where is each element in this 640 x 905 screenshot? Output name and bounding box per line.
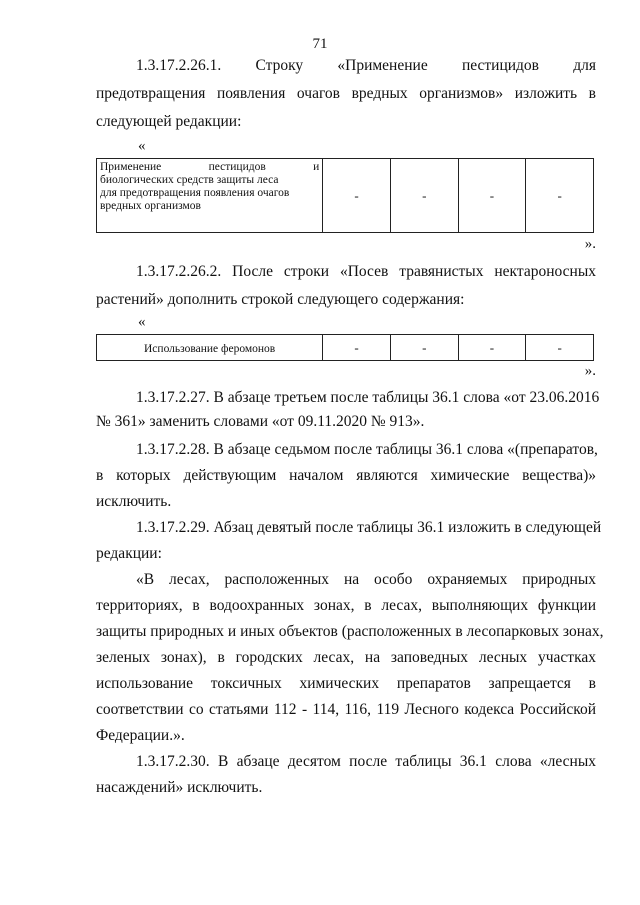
para-6-line-6: соответствии со статьями 112 - 114, 116, 119 Лесного кодекса Российской — [96, 701, 596, 718]
para-6-line-3: защиты природных и иных объектов (расположенных в лесопарковых зонах, — [96, 623, 604, 640]
table-pheromones — [96, 334, 594, 361]
label-line-2: биологических средств защиты леса — [100, 174, 279, 186]
table-pesticides-cell-3: - — [458, 159, 526, 233]
table-pesticides-label — [97, 159, 322, 215]
label-line-4: вредных организмов — [100, 200, 201, 212]
label-line-3: для предотвращения появления очагов — [100, 187, 290, 199]
para-1-line-1: 1.3.17.2.26.1. Строку «Применение пестицидов для — [136, 57, 596, 74]
table-pesticides-cell-4: - — [526, 159, 594, 233]
para-4-line-3: исключить. — [96, 493, 172, 510]
para-6-line-7: Федерации.». — [96, 727, 185, 744]
para-6-line-2: территориях, в водоохранных зонах, в лесах, выполняющих функции — [96, 597, 596, 614]
table-pheromones-cell-4: - — [526, 335, 594, 361]
para-1-line-3: следующей редакции: — [96, 113, 242, 130]
para-7-line-1: 1.3.17.2.30. В абзаце десятом после таблицы 36.1 слова «лесных — [136, 753, 596, 770]
para-5-line-1: 1.3.17.2.29. Абзац девятый после таблицы 36.1 изложить в следующей — [136, 519, 602, 536]
para-3-line-1: 1.3.17.2.27. В абзаце третьем после таблицы 36.1 слова «от 23.06.2016 — [136, 389, 600, 406]
para-6-line-4: зеленых зонах), в городских лесах, на заповедных лесных участках — [96, 649, 596, 666]
para-2-line-1: 1.3.17.2.26.2. После строки «Посев травянистых нектароносных — [136, 263, 596, 280]
table-pesticides-label-cell — [97, 159, 323, 233]
table-pheromones-label: Использование феромонов — [144, 342, 276, 355]
para-7-line-2: насаждений» исключить. — [96, 779, 263, 796]
table-pheromones-label-cell — [97, 335, 323, 361]
para-5-line-2: редакции: — [96, 545, 162, 562]
table-pheromones-cell-3: - — [458, 335, 526, 361]
close-quote-1: ». — [584, 236, 596, 252]
para-3-line-2: № 361» заменить словами «от 09.11.2020 № 913». — [96, 413, 425, 430]
table-pesticides-cell-1: - — [323, 159, 391, 233]
table-pheromones-cell-2: - — [390, 335, 458, 361]
table-pheromones-cell-1: - — [323, 335, 391, 361]
para-6-line-1: «В лесах, расположенных на особо охраняемых природных — [136, 571, 596, 588]
para-1-line-2: предотвращения появления очагов вредных организмов» изложить в — [96, 85, 596, 102]
table-pesticides-cell-2: - — [390, 159, 458, 233]
close-quote-2: ». — [584, 363, 596, 379]
label-word-1: Применение — [100, 161, 162, 173]
para-4-line-2: в которых действующим началом являются химические вещества)» — [96, 467, 596, 484]
label-word-3: и — [313, 161, 320, 173]
para-2-line-2: растений» дополнить строкой следующего содержания: — [96, 291, 465, 308]
para-6-line-5: использование токсичных химических препаратов запрещается в — [96, 675, 596, 692]
label-word-2: пестицидов — [208, 161, 266, 173]
table-pesticides — [96, 158, 594, 233]
open-quote-2: « — [138, 314, 146, 330]
para-4-line-1: 1.3.17.2.28. В абзаце седьмом после таблицы 36.1 слова «(препаратов, — [136, 441, 598, 458]
page-number: 71 — [312, 36, 328, 52]
open-quote-1: « — [138, 138, 146, 154]
